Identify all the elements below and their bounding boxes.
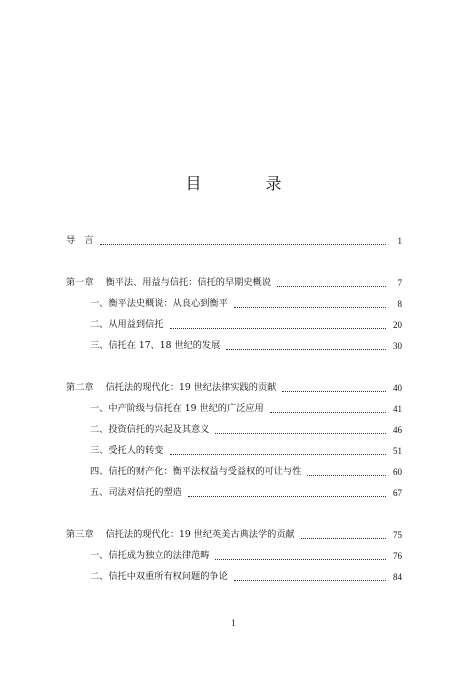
leader-dots	[215, 558, 386, 560]
toc-entry-text: 二、从用益到信托	[90, 319, 164, 330]
leader-dots	[100, 243, 386, 245]
toc-entry-text: 信托法的现代化：19 世纪法律实践的贡献	[105, 382, 277, 393]
toc-entry-page: 41	[393, 404, 402, 414]
toc-entry-text: 五、司法对信托的塑造	[90, 487, 182, 498]
toc-entry-section[interactable]	[90, 422, 402, 436]
toc-entry-label: 第二章	[66, 382, 94, 393]
toc-entry-section[interactable]	[90, 296, 402, 310]
page-title: 目 录	[185, 174, 306, 193]
toc-entry-page: 51	[393, 446, 402, 456]
toc-entry-chapter-2[interactable]	[66, 380, 402, 394]
toc-entry-text: 一、中产阶级与信托在 19 世纪的广泛应用	[90, 403, 264, 414]
page-number: 1	[231, 618, 236, 628]
toc-entry-page: 84	[393, 572, 402, 582]
toc-entry-page: 75	[393, 530, 402, 540]
leader-dots	[170, 453, 387, 455]
toc-entry-text: 三、受托人的转变	[90, 445, 164, 456]
toc-entry-text: 三、信托在 17、18 世纪的发展	[90, 340, 221, 351]
toc-entry-section[interactable]	[90, 401, 402, 415]
leader-dots	[282, 390, 386, 392]
toc-entry-page: 30	[393, 341, 402, 351]
leader-dots	[170, 327, 387, 329]
toc-entry-page: 40	[393, 383, 402, 393]
toc-entry-page: 46	[393, 425, 402, 435]
toc-entry-label: 第一章	[66, 277, 94, 288]
toc-entry-chapter-3[interactable]	[66, 527, 402, 541]
leader-dots	[234, 579, 386, 581]
toc-entry-section[interactable]	[90, 569, 402, 583]
toc-entry-text: 一、信托成为独立的法律范畴	[90, 550, 210, 561]
leader-dots	[234, 306, 386, 308]
toc-entry-chapter-1[interactable]	[66, 275, 402, 289]
toc-entry-page: 8	[397, 299, 402, 309]
leader-dots	[188, 495, 386, 497]
leader-dots	[307, 474, 386, 476]
toc-entry-section[interactable]	[90, 443, 402, 457]
toc-entry-intro[interactable]	[66, 233, 402, 247]
toc-entry-page: 1	[397, 236, 402, 246]
toc-entry-text: 衡平法、用益与信托：信托的早期史概说	[105, 277, 271, 288]
leader-dots	[277, 285, 386, 287]
toc-entry-page: 7	[397, 278, 402, 288]
toc-entry-section[interactable]	[90, 548, 402, 562]
toc-entry-section[interactable]	[90, 485, 402, 499]
toc-entry-page: 76	[393, 551, 402, 561]
toc-entry-text: 二、信托中双重所有权问题的争论	[90, 571, 228, 582]
toc-entry-section[interactable]	[90, 338, 402, 352]
toc-entry-page: 20	[393, 320, 402, 330]
toc-entry-section[interactable]	[90, 317, 402, 331]
toc-entry-section[interactable]	[90, 464, 402, 478]
leader-dots	[301, 537, 386, 539]
toc-entry-text: 四、信托的财产化：衡平法权益与受益权的可让与性	[90, 466, 302, 477]
toc-entry-label: 导 言	[66, 235, 94, 246]
toc-entry-text: 信托法的现代化：19 世纪英美古典法学的贡献	[105, 529, 295, 540]
toc-entry-text: 二、投资信托的兴起及其意义	[90, 424, 210, 435]
toc-entry-page: 67	[393, 488, 402, 498]
leader-dots	[226, 348, 386, 350]
leader-dots	[215, 432, 386, 434]
toc-entry-text: 一、衡平法史概说：从良心到衡平	[90, 298, 228, 309]
leader-dots	[270, 411, 386, 413]
toc-entry-label: 第三章	[66, 529, 94, 540]
toc-entry-page: 60	[393, 467, 402, 477]
